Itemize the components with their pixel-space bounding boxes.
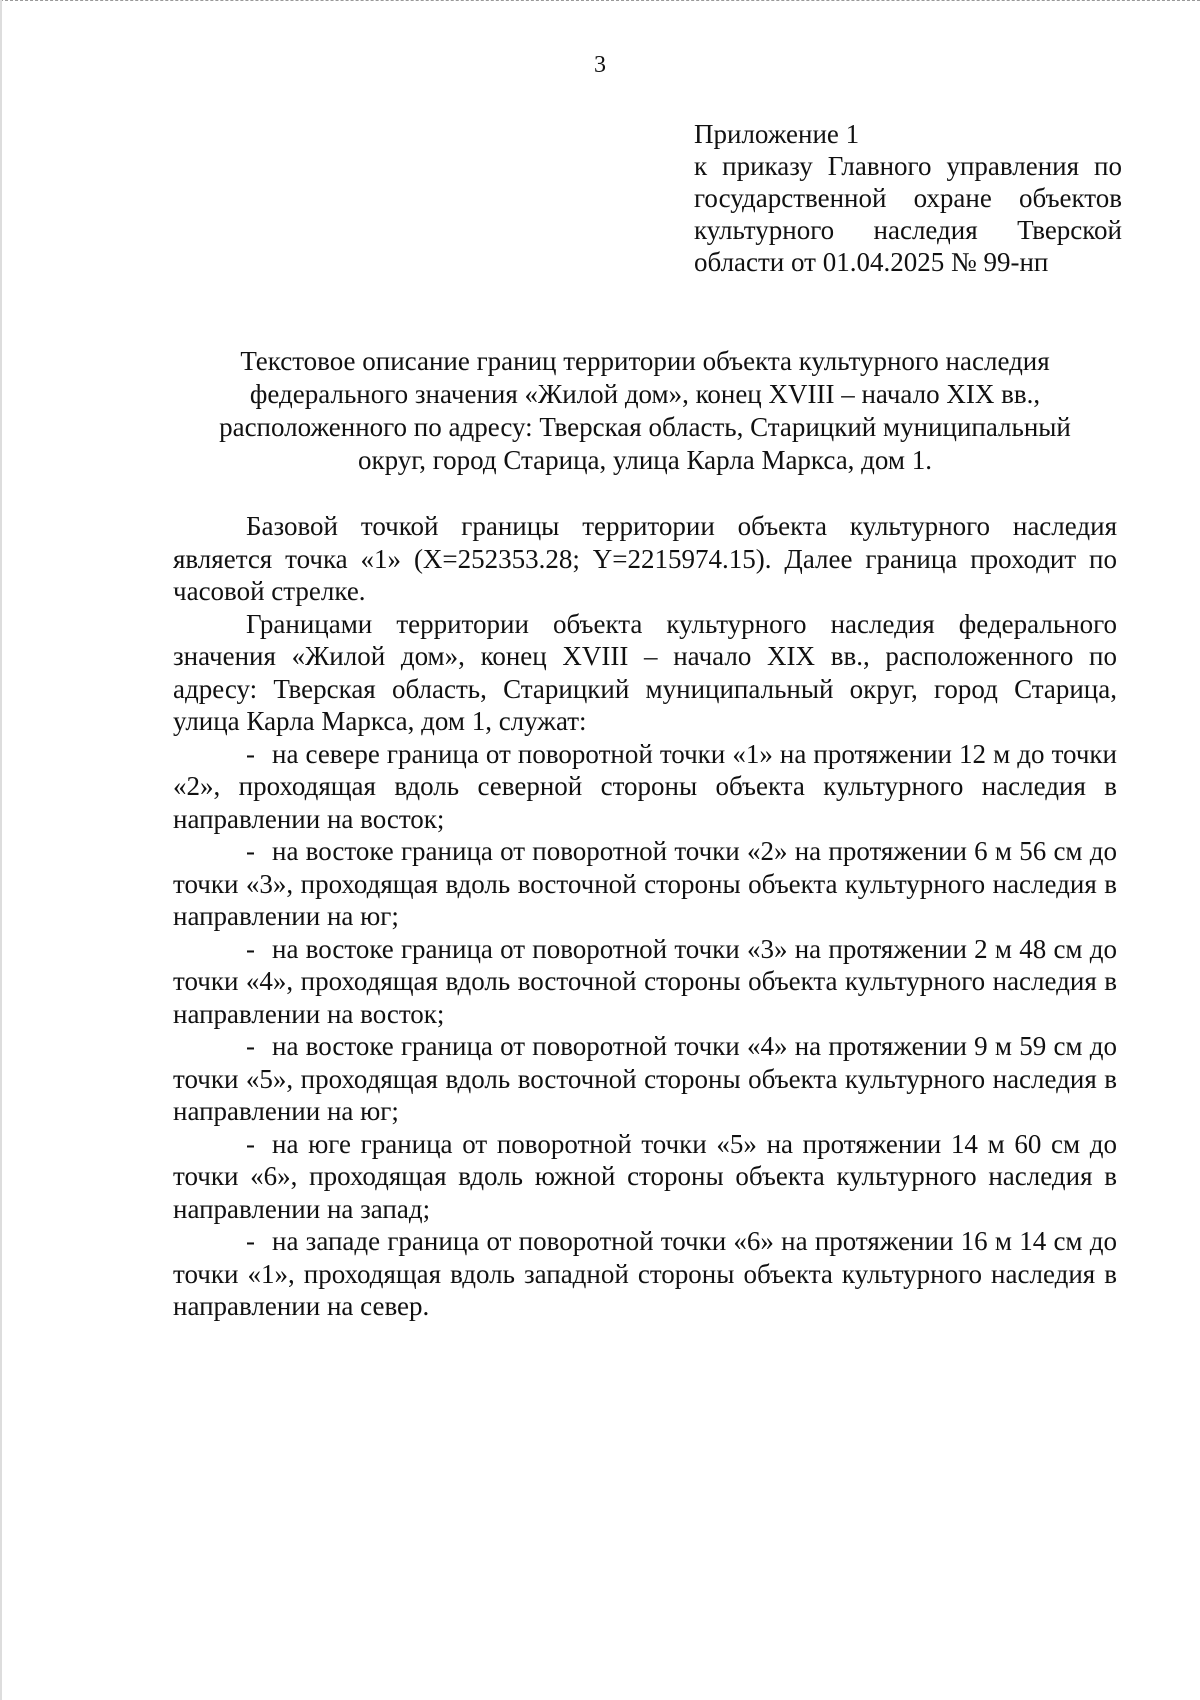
boundary-item-east-1 — [173, 835, 1117, 933]
list-dash: - — [246, 933, 255, 964]
page-number: 3 — [594, 52, 606, 78]
title-line: округ, город Старица, улица Карла Маркса, дом 1. — [357, 445, 932, 475]
appendix-line: к приказу Главного управления по — [694, 151, 1122, 181]
scan-left-edge — [0, 0, 2, 1700]
list-dash: - — [246, 836, 255, 866]
appendix-line: государственной охране объектов — [694, 183, 1122, 213]
boundary-item-east-3 — [173, 1030, 1117, 1128]
base-point-paragraph: Базовой точкой границы территории объекта культурного наследия является точка «1» (Х=252353.28; Y=2215974.15). Далее граница проходит по часовой стрелке. — [173, 511, 1117, 606]
document-body — [173, 510, 1117, 1323]
list-dash: - — [246, 1226, 255, 1256]
list-dash: - — [246, 1128, 255, 1159]
boundary-item-west — [173, 1225, 1117, 1323]
list-dash: - — [246, 738, 255, 769]
appendix-line: Приложение 1 — [694, 119, 860, 149]
appendix-line: области от 01.04.2025 № 99-нп — [694, 247, 1049, 277]
title-line: расположенного по адресу: Тверская область, Старицкий муниципальный — [219, 412, 1071, 442]
boundary-text: на севере граница от поворотной точки «1» на протяжении 12 м до точки «2», проходящая вдоль северной стороны объекта культурного наследия в направлении на восток; — [173, 738, 1117, 834]
boundaries-intro-paragraph: Границами территории объекта культурного наследия федерального значения «Жилой дом», конец XVIII – начало XIX вв., расположенного по адресу: Тверская область, Старицкий муниципальный округ, город Старица, улица Карла Маркса, дом 1, служат: — [173, 608, 1117, 736]
scan-top-edge — [0, 0, 1200, 3]
boundary-text: на юге граница от поворотной точки «5» на протяжении 14 м 60 см до точки «6», проходящая вдоль южной стороны объекта культурного наследия в направлении на запад; — [173, 1128, 1117, 1224]
title-line: Текстовое описание границ территории объекта культурного наследия — [240, 346, 1050, 376]
boundary-text: на востоке граница от поворотной точки «4» на протяжении 9 м 59 см до точки «5», проходящая вдоль восточной стороны объекта культурного наследия в направлении на юг; — [173, 1031, 1117, 1126]
boundary-item-east-2 — [173, 933, 1117, 1031]
document-title — [160, 345, 1130, 477]
boundary-item-north — [173, 738, 1117, 836]
title-line: федерального значения «Жилой дом», конец XVIII – начало XIX вв., — [249, 379, 1041, 409]
list-dash: - — [246, 1031, 255, 1061]
boundary-text: на западе граница от поворотной точки «6» на протяжении 16 м 14 см до точки «1», проходящая вдоль западной стороны объекта культурного наследия в направлении на север. — [173, 1226, 1117, 1321]
boundary-text: на востоке граница от поворотной точки «2» на протяжении 6 м 56 см до точки «3», проходящая вдоль восточной стороны объекта культурного наследия в направлении на юг; — [173, 836, 1117, 931]
appendix-header — [694, 118, 1122, 278]
boundary-item-south — [173, 1128, 1117, 1226]
appendix-line: культурного наследия Тверской — [694, 215, 1122, 245]
boundary-text: на востоке граница от поворотной точки «3» на протяжении 2 м 48 см до точки «4», проходящая вдоль восточной стороны объекта культурного наследия в направлении на восток; — [173, 933, 1117, 1029]
